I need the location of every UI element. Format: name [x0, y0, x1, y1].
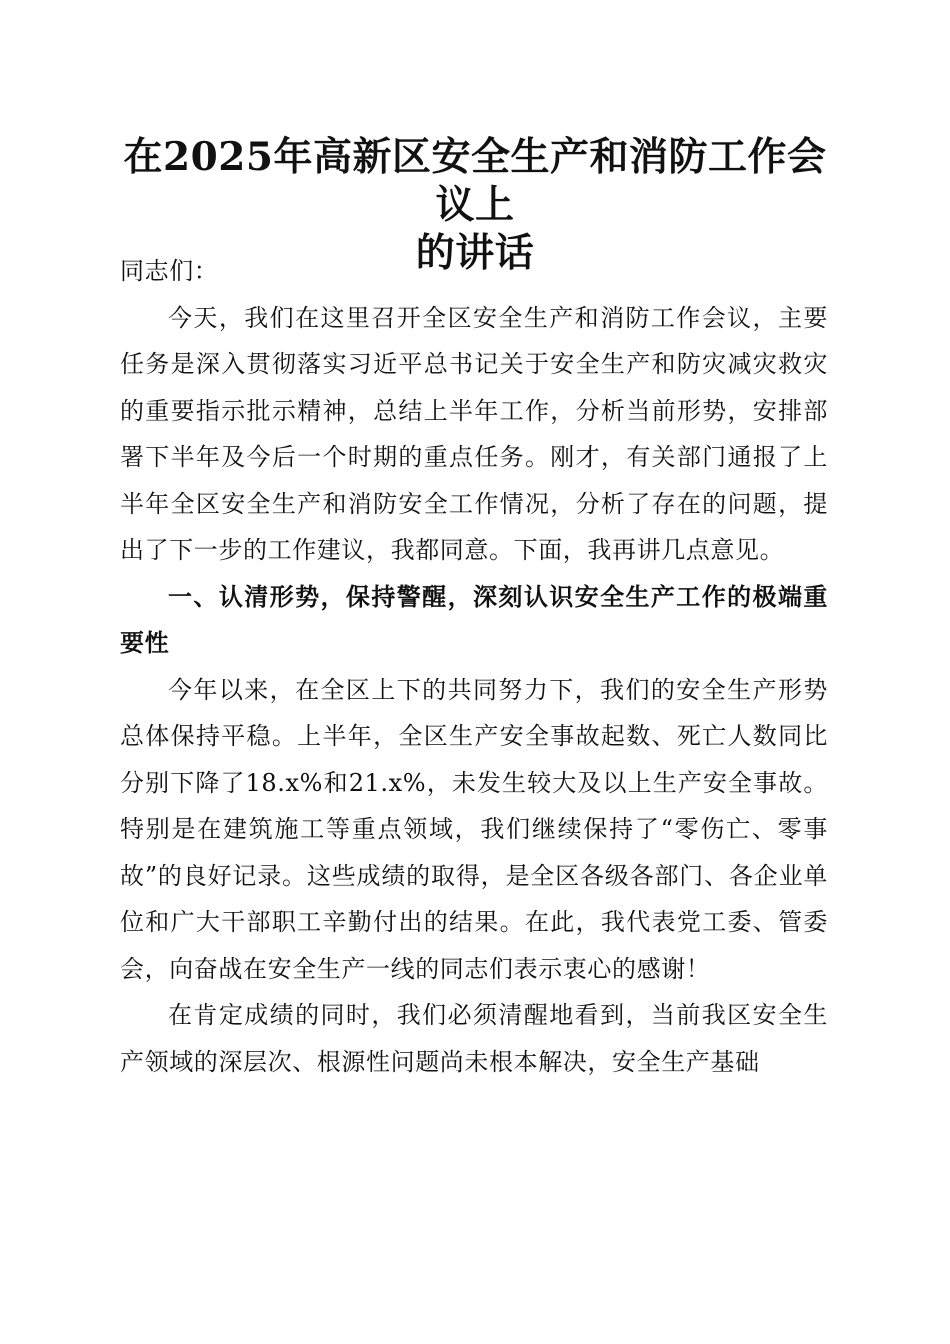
title-line-2: 的讲话	[415, 230, 535, 276]
paragraph-intro: 今天，我们在这里召开全区安全生产和消防工作会议，主要任务是深入贯彻落实习近平总书记关于安全生产和防灾减灾救灾的重要指示批示精神，总结上半年工作，分析当前形势，安排部署下半年及今后一个时期的重点任务。刚才，有关部门通报了上半年全区安全生产和消防安全工作情况，分析了存在的问题，提出了下一步的工作建议，我都同意。下面，我再讲几点意见。	[120, 303, 828, 564]
salutation: 同志们：	[120, 257, 219, 285]
section-heading-1: 一、认清形势，保持警醒，深刻认识安全生产工作的极端重要性	[120, 582, 828, 657]
document-body	[120, 248, 828, 1085]
paragraph-situation: 今年以来，在全区上下的共同努力下，我们的安全生产形势总体保持平稳。上半年，全区生产安全事故起数、死亡人数同比分别下降了18.x%和21.x%，未发生较大及以上生产安全事故。特别是在建筑施工等重点领域，我们继续保持了“零伤亡、零事故”的良好记录。这些成绩的取得，是全区各级各部门、各企业单位和广大干部职工辛勤付出的结果。在此，我代表党工委、管委会，向奋战在安全生产一线的同志们表示衷心的感谢！	[120, 675, 828, 983]
paragraph-problems: 在肯定成绩的同时，我们必须清醒地看到，当前我区安全生产领域的深层次、根源性问题尚未根本解决，安全生产基础	[120, 1001, 828, 1076]
title-line-1: 在2025年高新区安全生产和消防工作会议上	[123, 134, 827, 228]
